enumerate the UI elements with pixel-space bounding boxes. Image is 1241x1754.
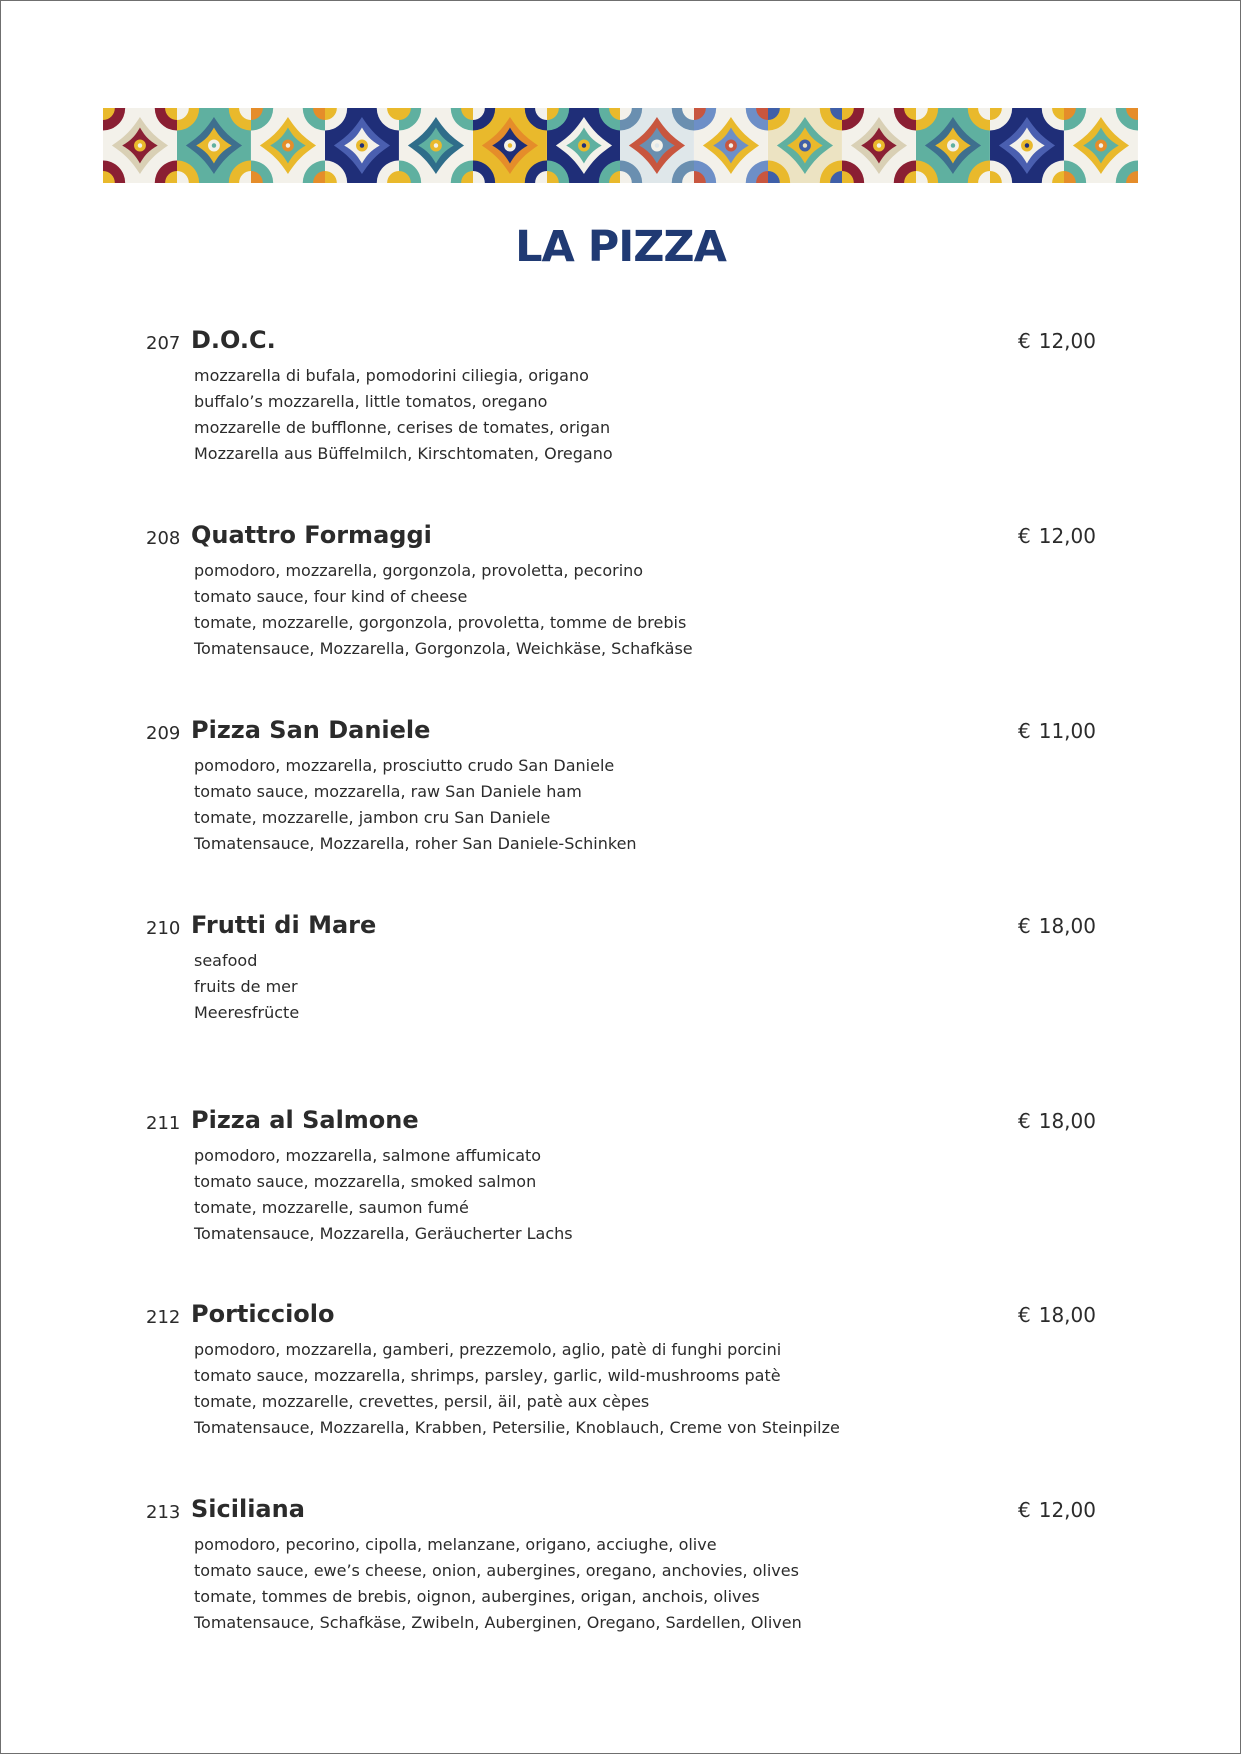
description-line: Tomatensauce, Mozzarella, Gorgonzola, Weichkäse, Schafkäse xyxy=(194,639,693,658)
description-line: pomodoro, mozzarella, gamberi, prezzemolo, aglio, patè di funghi porcini xyxy=(194,1340,782,1359)
item-description xyxy=(194,948,299,1026)
currency-symbol: € xyxy=(1018,914,1031,938)
navy-white-tile xyxy=(990,108,1064,183)
description-line: seafood xyxy=(194,951,258,970)
navy-teal-tile xyxy=(547,108,621,183)
description-line: mozzarelle de bufflonne, cerises de tomates, origan xyxy=(194,418,611,437)
item-number: 207 xyxy=(146,333,181,354)
item-description xyxy=(194,1532,802,1636)
price-amount: 12,00 xyxy=(1038,1498,1096,1522)
teal-swirl-tile xyxy=(399,108,473,183)
description-line: Tomatensauce, Schafkäse, Zwibeln, Auberginen, Oregano, Sardellen, Oliven xyxy=(194,1613,802,1632)
menu-item xyxy=(146,326,1096,476)
description-line: tomato sauce, four kind of cheese xyxy=(194,587,468,606)
green-cream-tile xyxy=(251,108,325,183)
description-line: tomato sauce, mozzarella, raw San Daniele ham xyxy=(194,782,582,801)
item-description xyxy=(194,363,613,467)
currency-symbol: € xyxy=(1018,1303,1031,1327)
yellow-cream-tile xyxy=(768,108,842,183)
item-number: 208 xyxy=(146,528,181,549)
description-line: pomodoro, mozzarella, prosciutto crudo San Daniele xyxy=(194,756,615,775)
price-amount: 12,00 xyxy=(1038,329,1096,353)
menu-item xyxy=(146,521,1096,671)
description-line: pomodoro, mozzarella, gorgonzola, provoletta, pecorino xyxy=(194,561,644,580)
description-line: pomodoro, pecorino, cipolla, melanzane, origano, acciughe, olive xyxy=(194,1535,717,1554)
item-description xyxy=(194,1337,840,1441)
item-description xyxy=(194,1143,573,1247)
item-name: D.O.C. xyxy=(191,326,276,354)
teal-yellow-tile xyxy=(177,108,251,183)
menu-item xyxy=(146,1300,1096,1450)
description-line: tomate, mozzarelle, gorgonzola, provoletta, tomme de brebis xyxy=(194,613,687,632)
description-line: tomate, mozzarelle, jambon cru San Daniele xyxy=(194,808,551,827)
price-amount: 18,00 xyxy=(1038,914,1096,938)
price-amount: 18,00 xyxy=(1038,1109,1096,1133)
description-line: tomato sauce, mozzarella, shrimps, parsley, garlic, wild-mushrooms patè xyxy=(194,1366,781,1385)
item-name: Frutti di Mare xyxy=(191,911,377,939)
currency-symbol: € xyxy=(1018,1109,1031,1133)
description-line: Mozzarella aus Büffelmilch, Kirschtomaten, Oregano xyxy=(194,444,613,463)
item-description xyxy=(194,558,693,662)
item-name: Quattro Formaggi xyxy=(191,521,432,549)
price-amount: 18,00 xyxy=(1038,1303,1096,1327)
currency-symbol: € xyxy=(1018,1498,1031,1522)
menu-item xyxy=(146,911,1096,1061)
description-line: Tomatensauce, Mozzarella, Geräucherter Lachs xyxy=(194,1224,573,1243)
description-line: fruits de mer xyxy=(194,977,298,996)
menu-item xyxy=(146,1495,1096,1645)
item-number: 212 xyxy=(146,1307,181,1328)
yellow-blue-tile xyxy=(473,108,547,183)
decorative-tile-banner xyxy=(103,108,1138,183)
description-line: mozzarella di bufala, pomodorini ciliegia, origano xyxy=(194,366,589,385)
description-line: tomate, mozzarelle, crevettes, persil, äil, patè aux cèpes xyxy=(194,1392,650,1411)
menu-title: LA PIZZA xyxy=(515,222,726,272)
item-number: 213 xyxy=(146,1502,181,1523)
item-name: Porticciolo xyxy=(191,1300,335,1328)
description-line: buffalo’s mozzarella, little tomatos, oregano xyxy=(194,392,548,411)
item-number: 210 xyxy=(146,918,181,939)
item-name: Pizza al Salmone xyxy=(191,1106,419,1134)
navy-white-tile xyxy=(325,108,399,183)
item-number: 209 xyxy=(146,723,181,744)
description-line: tomato sauce, mozzarella, smoked salmon xyxy=(194,1172,537,1191)
item-name: Pizza San Daniele xyxy=(191,716,431,744)
green-cream-tile xyxy=(1064,108,1138,183)
pale-flower-tile xyxy=(620,108,694,183)
description-line: tomato sauce, ewe’s cheese, onion, aubergines, oregano, anchovies, olives xyxy=(194,1561,799,1580)
menu-item xyxy=(146,716,1096,866)
menu-item xyxy=(146,1106,1096,1256)
price-amount: 11,00 xyxy=(1038,719,1096,743)
description-line: tomate, mozzarelle, saumon fumé xyxy=(194,1198,469,1217)
red-flower-tile xyxy=(842,108,916,183)
description-line: pomodoro, mozzarella, salmone affumicato xyxy=(194,1146,542,1165)
item-description xyxy=(194,753,637,857)
description-line: Tomatensauce, Mozzarella, roher San Daniele-Schinken xyxy=(194,834,637,853)
description-line: Meeresfrücte xyxy=(194,1003,300,1022)
price-amount: 12,00 xyxy=(1038,524,1096,548)
red-flower-tile xyxy=(103,108,177,183)
currency-symbol: € xyxy=(1018,719,1031,743)
description-line: Tomatensauce, Mozzarella, Krabben, Petersilie, Knoblauch, Creme von Steinpilze xyxy=(194,1418,840,1437)
currency-symbol: € xyxy=(1018,329,1031,353)
teal-yellow-tile xyxy=(916,108,990,183)
item-name: Siciliana xyxy=(191,1495,305,1523)
item-number: 211 xyxy=(146,1113,181,1134)
description-line: tomate, tommes de brebis, oignon, aubergines, origan, anchois, olives xyxy=(194,1587,760,1606)
currency-symbol: € xyxy=(1018,524,1031,548)
cream-mosaic-tile xyxy=(694,108,768,183)
